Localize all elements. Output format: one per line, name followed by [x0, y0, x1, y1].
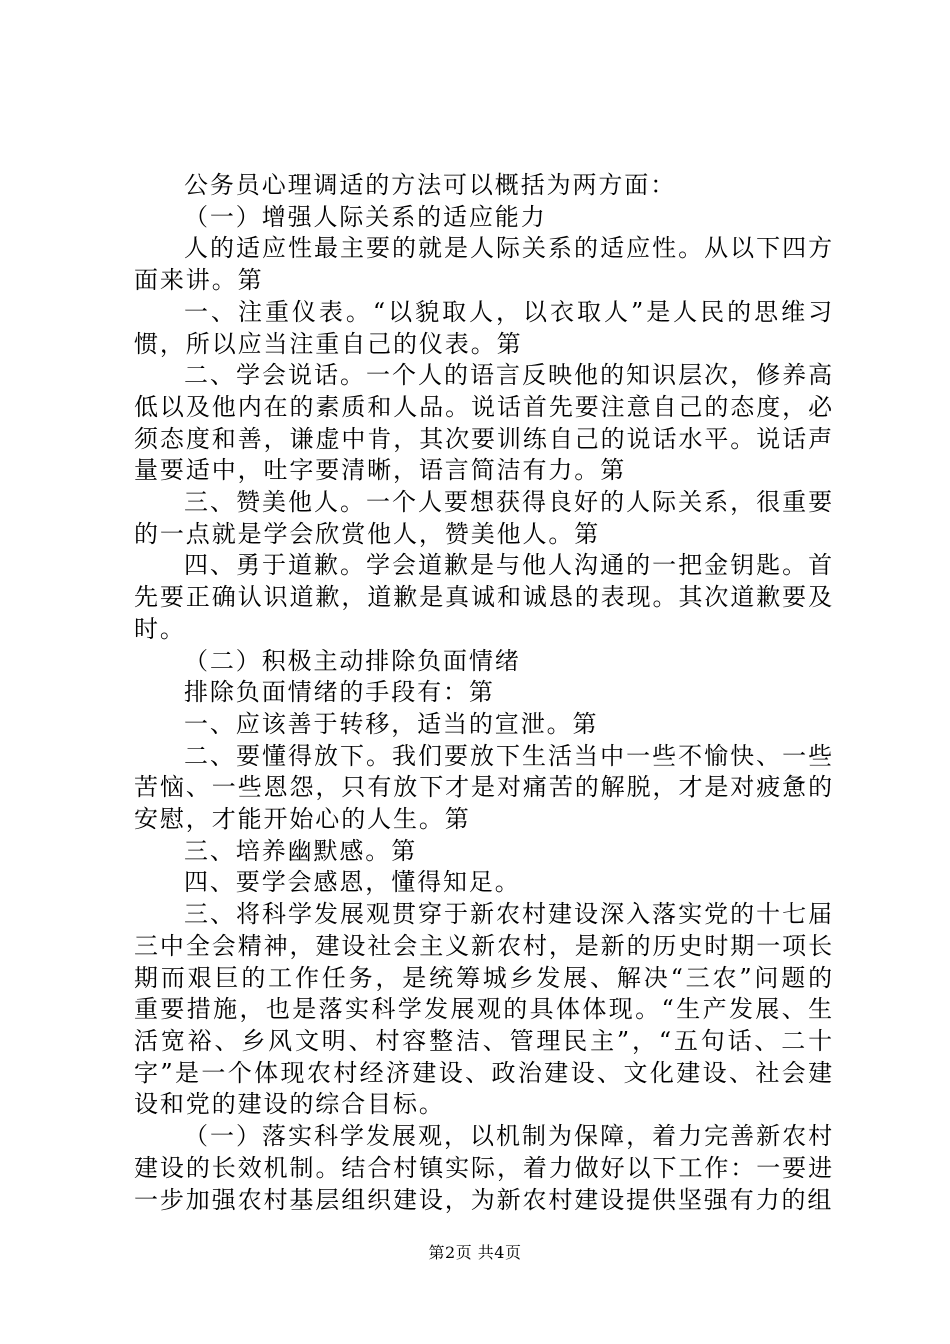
paragraph: 二、要懂得放下。我们要放下生活当中一些不愉快、一些苦恼、一些恩怨，只有放下才是对痛苦的解脱，才是对疲惫的安慰，才能开始心的人生。第 [134, 741, 834, 834]
paragraph: 公务员心理调适的方法可以概括为两方面： [184, 171, 677, 199]
paragraph: 四、要学会感恩，懂得知足。 [184, 868, 521, 897]
section-heading: （一）增强人际关系的适应能力 [184, 202, 547, 231]
page-number-footer: 第2页 共4页 [428, 1243, 522, 1262]
paragraph: 一、注重仪表。“以貌取人，以衣取人”是人民的思维习惯，所以应当注重自己的仪表。第 [134, 297, 834, 358]
paragraph: 人的适应性最主要的就是人际关系的适应性。从以下四方面来讲。第 [134, 234, 834, 295]
section-heading: （二）积极主动排除负面情绪 [184, 646, 521, 675]
paragraph: 三、将科学发展观贯穿于新农村建设深入落实党的十七届三中全会精神，建设社会主义新农村，是新的历史时期一项长期而艰巨的工作任务，是统筹城乡发展、解决“三农”问题的重要措施，也是落实科学发展观的具体体现。“生产发展、生活宽裕、乡风文明、村容整洁、管理民主”，“五句话、二十字”是一个体现农村经济建设、政治建设、文化建设、社会建设和党的建设的综合目标。 [134, 900, 834, 1119]
paragraph: 三、赞美他人。一个人要想获得良好的人际关系，很重要的一点就是学会欣赏他人，赞美他人。第 [134, 488, 834, 548]
paragraph: （一）落实科学发展观，以机制为保障，着力完善新农村建设的长效机制。结合村镇实际，着力做好以下工作：一要进一步加强农村基层组织建设，为新农村建设提供坚强有力的组 [134, 1122, 834, 1214]
paragraph: 三、培养幽默感。第 [184, 836, 418, 865]
paragraph: 一、应该善于转移，适当的宣泄。第 [184, 709, 599, 738]
document-body [134, 170, 834, 1216]
paragraph: 排除负面情绪的手段有：第 [184, 678, 495, 707]
paragraph: 二、学会说话。一个人的语言反映他的知识层次，修养高低以及他内在的素质和人品。说话首先要注意自己的态度，必须态度和善，谦虚中肯，其次要训练自己的说话水平。说话声量要适中，吐字要清晰，语言简洁有力。第 [134, 361, 834, 485]
paragraph: 四、勇于道歉。学会道歉是与他人沟通的一把金钥匙。首先要正确认识道歉，道歉是真诚和诚恳的表现。其次道歉要及时。 [134, 551, 834, 643]
